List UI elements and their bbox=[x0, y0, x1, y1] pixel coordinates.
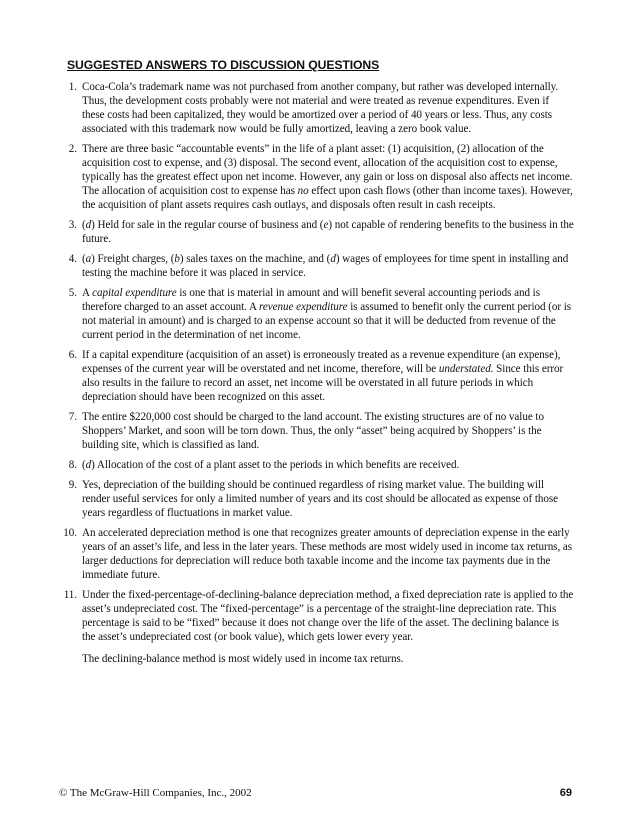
answer-number: 10. bbox=[63, 527, 77, 539]
answer-item bbox=[60, 478, 574, 520]
answer-text: If a capital expenditure (acquisition of an asset) is erroneously treated as a revenue expenditure (an expense), expenses of the current year will be overstated and net income, therefore, will be understated. Since this error also results in the failure to record an asset, net income will be overstated in all future periods in which depreciation should have been recognized on this asset. bbox=[82, 349, 564, 403]
section-heading: SUGGESTED ANSWERS TO DISCUSSION QUESTIONS bbox=[67, 58, 380, 72]
answer-number: 4. bbox=[68, 253, 77, 265]
answer-text: Yes, depreciation of the building should be continued regardless of rising market value. The building will render useful services for only a limited number of years and its cost should be allocated as expense of those years regardless of fluctuations in market value. bbox=[82, 479, 559, 519]
answer-item bbox=[60, 410, 574, 452]
answer-item bbox=[60, 218, 574, 246]
answer-list bbox=[60, 80, 574, 672]
answer-number: 8. bbox=[68, 459, 77, 471]
answer-number: 9. bbox=[68, 479, 77, 491]
answer-text: (a) Freight charges, (b) sales taxes on the machine, and (d) wages of employees for time spent in installing and testing the machine before it was placed in service. bbox=[82, 253, 569, 279]
answer-item bbox=[60, 526, 574, 582]
answer-text: The entire $220,000 cost should be charged to the land account. The existing structures are of no value to Shoppers’ Market, and soon will be torn down. Thus, the only “asset” being acquired by Shoppers’ is the building site, which is classified as land. bbox=[82, 411, 544, 451]
answer-text: Coca-Cola’s trademark name was not purchased from another company, but rather was developed internally. Thus, the development costs probably were not material and were treated as revenue expenditures. Even if these costs had been capitalized, they would be amortized over a period of 40 years or less. Thus, any costs associated with this trademark now would be fully amortized, leaving a zero book value. bbox=[82, 81, 559, 135]
page-number: 69 bbox=[559, 787, 572, 799]
answer-text: Under the fixed-percentage-of-declining-balance depreciation method, a fixed depreciation rate is applied to the asset’s undepreciated cost. The “fixed-percentage” is a percentage of the straight-line depreciation rate. This percentage is said to be “fixed” because it does not change over the life of the asset. The declining balance is the asset’s undepreciated cost (or book value), which gets lower every year. bbox=[82, 589, 574, 643]
answer-number: 3. bbox=[68, 219, 77, 231]
answer-number: 2. bbox=[68, 143, 77, 155]
answer-text: An accelerated depreciation method is one that recognizes greater amounts of depreciation expense in the early years of an asset’s life, and less in the later years. These methods are most widely used in income tax returns, as larger deductions for depreciation will reduce both taxable income and the income tax payments due in the immediate future. bbox=[82, 527, 573, 581]
answer-number: 11. bbox=[63, 589, 77, 601]
answer-item bbox=[60, 252, 574, 280]
answer-number: 1. bbox=[68, 81, 77, 93]
answer-text: (d) Allocation of the cost of a plant asset to the periods in which benefits are received. bbox=[82, 459, 460, 471]
answer-number: 6. bbox=[68, 349, 77, 361]
answer-number: 5. bbox=[68, 287, 77, 299]
answer-item bbox=[60, 142, 574, 212]
answer-item bbox=[60, 458, 574, 472]
answer-text: (d) Held for sale in the regular course of business and (e) not capable of rendering benefits to the business in the future. bbox=[82, 219, 574, 245]
answer-item bbox=[60, 286, 574, 342]
answer-text-continued: The declining-balance method is most widely used in income tax returns. bbox=[82, 653, 404, 665]
answer-number: 7. bbox=[68, 411, 77, 423]
answer-item bbox=[60, 348, 574, 404]
answer-item bbox=[60, 588, 574, 666]
answer-item bbox=[60, 80, 574, 136]
footer-copyright: © The McGraw-Hill Companies, Inc., 2002 bbox=[59, 787, 252, 799]
answer-text: A capital expenditure is one that is material in amount and will benefit several accounting periods and is therefore charged to an asset account. A revenue expenditure is assumed to benefit only the current period (or is not material in amount) and is charged to an expense account so that it will be deducted from revenue of the current period in the determination of net income. bbox=[82, 287, 571, 341]
answer-text: There are three basic “accountable events” in the life of a plant asset: (1) acquisition, (2) allocation of the acquisition cost to expense, and (3) disposal. The second event, allocation of the acquisition cost to expense, typically has the greatest effect upon net income. However, any gain or loss on disposal also affects net income. The allocation of acquisition cost to expense has no effect upon cash flows (other than income taxes). However, the acquisition of plant assets requires cash outlays, and disposals often result in cash receipts. bbox=[82, 143, 573, 211]
